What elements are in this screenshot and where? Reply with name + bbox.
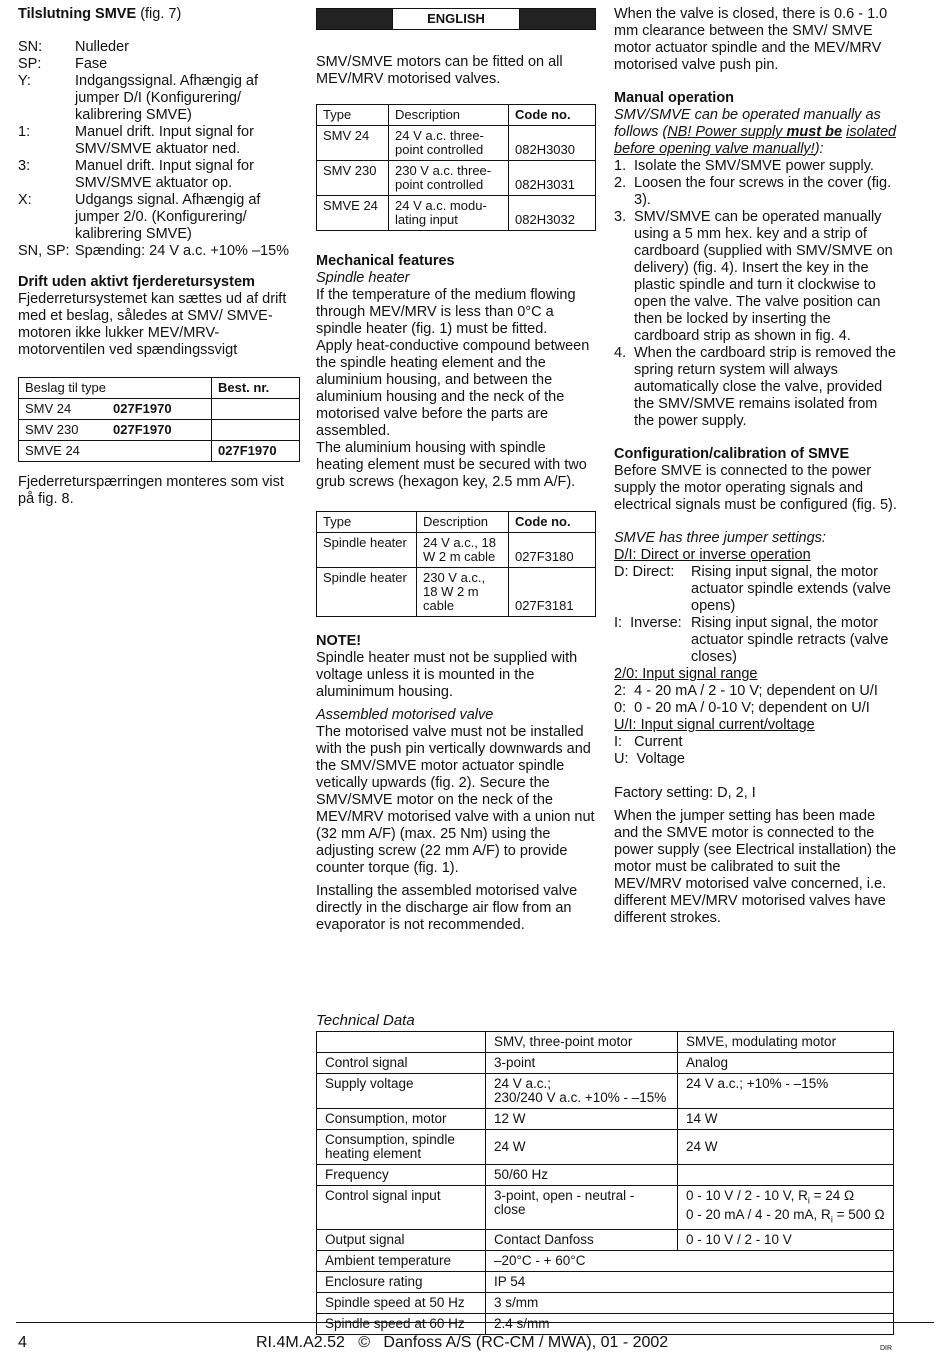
- table-row: [317, 1293, 894, 1314]
- definition-term: Y:: [18, 73, 31, 89]
- step-text: When the cardboard strip is removed the spring return system will always automatically close the valve, provided the SMV/SMVE remains isolated from the power supply.: [634, 345, 896, 429]
- drift-heading: Drift uden aktivt fjerderetursystem: [18, 274, 255, 290]
- table-row: [317, 126, 596, 161]
- spindle-text-3: The aluminium housing with spindle heating element must be secured with two grub screws (hexagon key, 2.5 mm A/F).: [316, 440, 587, 490]
- heater-table: [316, 511, 596, 617]
- tech-header-blank: [317, 1032, 486, 1053]
- tech-label: Spindle speed at 50 Hz: [317, 1293, 486, 1314]
- ui-heading: U/I: Input signal current/voltage: [614, 717, 815, 733]
- tech-value: –20°C - + 60°C: [486, 1251, 894, 1272]
- di-term: D: Direct:: [614, 564, 675, 580]
- bracket-code: [212, 399, 300, 420]
- spindle-text-1: If the temperature of the medium flowing through MEV/MRV is less than 0°C a spindle heater (fig. 1) must be fitted.: [316, 287, 576, 337]
- definition-desc: Manuel drift. Input signal for SMV/SMVE aktuator ned.: [75, 124, 254, 157]
- tech-smve: [678, 1186, 894, 1230]
- heater-type: Spindle heater: [317, 533, 417, 568]
- bracket-type: SMVE 24: [19, 441, 108, 462]
- definition-term: SP:: [18, 56, 42, 72]
- table-row: [19, 420, 300, 441]
- step-item: [614, 158, 898, 175]
- motor-code: 082H3030: [509, 126, 596, 161]
- ui-1: I: Current: [614, 734, 683, 750]
- table-row: [317, 1251, 894, 1272]
- connection-heading: Tilslutning SMVE (fig. 7): [18, 6, 182, 22]
- bracket-table: [18, 377, 300, 462]
- definition-term: SN:: [18, 39, 43, 55]
- tech-label: Consumption, motor: [317, 1109, 486, 1130]
- definition-item: [18, 56, 300, 73]
- bracket-type-header: Beslag til type: [19, 378, 212, 399]
- after-table-text: Fjederreturspærringen monteres som vist på fig. 8.: [18, 474, 284, 507]
- tech-smve: 0 - 10 V / 2 - 10 V: [678, 1230, 894, 1251]
- table-row: [19, 399, 300, 420]
- technical-data: [316, 1012, 894, 1335]
- motor-code: 082H3031: [509, 161, 596, 196]
- tech-smve-line: 0 - 10 V / 2 - 10 V, $R_i = 24$ Ω: [686, 1188, 855, 1206]
- heater-desc: 24 V a.c., 18 W 2 m cable: [417, 533, 509, 568]
- tech-value: 2.4 s/mm: [486, 1314, 894, 1335]
- motor-desc: 24 V a.c. modu-lating input: [389, 196, 509, 231]
- tech-smve: 24 V a.c.; +10% - –15%: [678, 1074, 894, 1109]
- definition-item: [18, 124, 300, 158]
- table-row: [317, 1074, 894, 1109]
- tech-header-smv: SMV, three-point motor: [486, 1032, 678, 1053]
- tech-smv: 12 W: [486, 1109, 678, 1130]
- bracket-code-mid: 027F1970: [107, 399, 212, 420]
- motor-table: [316, 104, 596, 231]
- note-heading: NOTE!: [316, 633, 362, 649]
- tech-header-smve: SMVE, modulating motor: [678, 1032, 894, 1053]
- assembled-heading: Assembled motorised valve: [316, 707, 494, 723]
- step-item: [614, 175, 898, 209]
- note-text: Spindle heater must not be supplied with voltage unless it is mounted in the aluminimum housing.: [316, 650, 578, 700]
- table-row: [317, 1165, 894, 1186]
- tech-label: Spindle speed at 60 Hz: [317, 1314, 486, 1335]
- step-number: 4.: [614, 345, 627, 361]
- definition-item: [18, 73, 300, 124]
- tech-label: Consumption, spindle heating element: [317, 1130, 486, 1165]
- motor-desc-header: Description: [389, 105, 509, 126]
- factory-setting: Factory setting: D, 2, I: [614, 785, 756, 801]
- tech-label: Control signal: [317, 1053, 486, 1074]
- definition-desc: Udgangs signal. Afhængig af jumper 2/0. (Konfigurering/ kalibrering SMVE): [75, 192, 261, 242]
- di-item: [614, 615, 898, 666]
- english-column: [316, 8, 596, 934]
- table-row: [317, 1109, 894, 1130]
- language-bar: [316, 8, 596, 30]
- heater-desc: 230 V a.c., 18 W 2 m cable: [417, 568, 509, 617]
- step-number: 1.: [614, 158, 627, 174]
- bracket-code-mid: 027F1970: [107, 420, 212, 441]
- definition-term: 1:: [18, 124, 31, 140]
- language-label: ENGLISH: [392, 9, 520, 29]
- table-row: [317, 533, 596, 568]
- ui-2: U: Voltage: [614, 751, 685, 767]
- tech-smv: 24 W: [486, 1130, 678, 1165]
- heater-type-header: Type: [317, 512, 417, 533]
- heater-type: Spindle heater: [317, 568, 417, 617]
- definition-term: SN, SP:: [18, 243, 70, 259]
- tech-label: Enclosure rating: [317, 1272, 486, 1293]
- motor-desc: 24 V a.c. three-point controlled: [389, 126, 509, 161]
- table-row: [317, 1053, 894, 1074]
- range-2: 0: 0 - 20 mA / 0-10 V; dependent on U/I: [614, 700, 870, 716]
- heater-code-header: Code no.: [509, 512, 596, 533]
- di-item: [614, 564, 898, 615]
- tech-smv: 3-point: [486, 1053, 678, 1074]
- table-row: [19, 441, 300, 462]
- definition-desc: Manuel drift. Input signal for SMV/SMVE aktuator op.: [75, 158, 254, 191]
- definition-item: [18, 158, 300, 192]
- tech-table: [316, 1031, 894, 1335]
- config-text: Before SMVE is connected to the power supply the motor operating signals and electrical signals must be configured (fig. 5).: [614, 463, 897, 513]
- bracket-code: [212, 420, 300, 441]
- di-list: [614, 564, 898, 666]
- step-text: Loosen the four screws in the cover (fig. 3).: [634, 175, 892, 208]
- manual-steps: [614, 158, 898, 430]
- definition-term: 3:: [18, 158, 31, 174]
- motor-code: 082H3032: [509, 196, 596, 231]
- range-heading: 2/0: Input signal range: [614, 666, 758, 682]
- tech-smv: Contact Danfoss: [486, 1230, 678, 1251]
- tech-smve: 14 W: [678, 1109, 894, 1130]
- bracket-code-header: Best. nr.: [212, 378, 300, 399]
- definition-desc: Spænding: 24 V a.c. +10% –15%: [75, 243, 290, 259]
- step-item: [614, 345, 898, 430]
- bracket-type: SMV 24: [19, 399, 108, 420]
- definition-desc: Fase: [75, 56, 108, 72]
- table-row: [317, 1230, 894, 1251]
- assembled-text: The motorised valve must not be installed with the push pin vertically downwards and the SMV/SMVE motor actuator spindle vetically upwards (fig. 2). Secure the SMV/SMVE motor on the neck of the MEV/MRV motorised valve with a union nut (32 mm A/F) (max. 25 Nm) using the adjusting screw (22 mm A/F) to provide counter torque (fig. 1).: [316, 724, 595, 876]
- config-heading: Configuration/calibration of SMVE: [614, 446, 850, 462]
- definition-item: [18, 243, 300, 260]
- definition-desc: Indgangssignal. Afhængig af jumper D/I (Konfigurering/ kalibrering SMVE): [75, 73, 258, 123]
- final-text: When the jumper setting has been made and the SMVE motor is connected to the power supply (see Electrical installation) the motor must be calibrated to suit the MEV/MRV motorised valve concerned, i.e. different MEV/MRV motorised valves have different strokes.: [614, 808, 897, 926]
- tech-label: Supply voltage: [317, 1074, 486, 1109]
- definition-item: [18, 192, 300, 243]
- tech-smv: 24 V a.c.; 230/240 V a.c. +10% - –15%: [486, 1074, 678, 1109]
- motor-type-header: Type: [317, 105, 389, 126]
- di-heading: D/I: Direct or inverse operation: [614, 547, 811, 563]
- closed-text: When the valve is closed, there is 0.6 - 1.0 mm clearance between the SMV/ SMVE motor actuator spindle and the MEV/MRV motorised valve push pin.: [614, 6, 888, 73]
- table-row: [317, 568, 596, 617]
- spindle-text-2: Apply heat-conductive compound between the spindle heating element and the aluminium housing, and between the aluminium housing and the neck of the motorised valve before the parts are assembled.: [316, 338, 590, 439]
- heater-code: 027F3181: [509, 568, 596, 617]
- definition-item: [18, 39, 300, 56]
- tech-label: Control signal input: [317, 1186, 486, 1230]
- bracket-type: SMV 230: [19, 420, 108, 441]
- definition-term: X:: [18, 192, 32, 208]
- tech-smve: Analog: [678, 1053, 894, 1074]
- tech-smv: 50/60 Hz: [486, 1165, 678, 1186]
- tech-value: IP 54: [486, 1272, 894, 1293]
- installing-text: Installing the assembled motorised valve directly in the discharge air flow from an evaporator is not recommended.: [316, 883, 578, 933]
- mech-heading: Mechanical features: [316, 253, 455, 269]
- step-text: Isolate the SMV/SMVE power supply.: [634, 158, 874, 174]
- intro-text: SMV/SMVE motors can be fitted on all MEV/MRV motorised valves.: [316, 54, 563, 87]
- table-row: [317, 1186, 894, 1230]
- di-desc: Rising input signal, the motor actuator spindle retracts (valve closes): [691, 615, 889, 665]
- di-term: I: Inverse:: [614, 615, 682, 631]
- table-row: [317, 1130, 894, 1165]
- tech-title: Technical Data: [316, 1012, 415, 1029]
- table-row: [317, 161, 596, 196]
- manual-intro: SMV/SMVE can be operated manually as follows (NB! Power supply must be isolated before opening valve manually!):: [614, 107, 897, 157]
- range-1: 2: 4 - 20 mA / 2 - 10 V; dependent on U/I: [614, 683, 878, 699]
- table-row: [317, 1314, 894, 1335]
- footer-reference: RI.4M.A2.52 © Danfoss A/S (RC-CM / MWA), 01 - 2002: [256, 1334, 669, 1351]
- di-desc: Rising input signal, the motor actuator spindle extends (valve opens): [691, 564, 891, 614]
- english-column-right: [614, 6, 898, 927]
- tech-label: Ambient temperature: [317, 1251, 486, 1272]
- danish-column: [18, 6, 300, 508]
- footer-rule: [16, 1322, 934, 1323]
- tech-label: Frequency: [317, 1165, 486, 1186]
- tech-smv: 3-point, open - neutral - close: [486, 1186, 678, 1230]
- tech-smve: [678, 1165, 894, 1186]
- tech-label: Output signal: [317, 1230, 486, 1251]
- tech-smve: 24 W: [678, 1130, 894, 1165]
- step-number: 3.: [614, 209, 627, 225]
- definition-desc: Nulleder: [75, 39, 129, 55]
- motor-desc: 230 V a.c. three-point controlled: [389, 161, 509, 196]
- step-item: [614, 209, 898, 345]
- tech-smve-line: 0 - 20 mA / 4 - 20 mA, $R_i = 500$ Ω: [686, 1206, 885, 1225]
- heater-desc-header: Description: [417, 512, 509, 533]
- table-row: [317, 1272, 894, 1293]
- motor-type: SMVE 24: [317, 196, 389, 231]
- table-row: [317, 196, 596, 231]
- manual-heading: Manual operation: [614, 90, 735, 106]
- heater-code: 027F3180: [509, 533, 596, 568]
- motor-code-header: Code no.: [509, 105, 596, 126]
- page-number: 4: [18, 1334, 27, 1351]
- jumper-heading: SMVE has three jumper settings:: [614, 530, 826, 546]
- terminal-definitions: [18, 39, 300, 260]
- drift-text: Fjederretursystemet kan sættes ud af drift med et beslag, således at SMV/ SMVE-motoren ikke lukker MEV/MRV-motorventilen ved spændingssvigt: [18, 291, 287, 358]
- spindle-heading: Spindle heater: [316, 270, 410, 286]
- bracket-code-mid: [107, 441, 212, 462]
- motor-type: SMV 24: [317, 126, 389, 161]
- step-number: 2.: [614, 175, 627, 191]
- step-text: SMV/SMVE can be operated manually using a 5 mm hex. key and a strip of cardboard (supplied with SMV/SMVE on delivery) (fig. 4). Insert the key in the plastic spindle and turn it clockwise to open the valve. The valve position can then be locked by inserting the cardboard strip as shown in fig. 4.: [634, 209, 893, 344]
- tech-value: 3 s/mm: [486, 1293, 894, 1314]
- motor-type: SMV 230: [317, 161, 389, 196]
- footer-code: DIR: [879, 1345, 892, 1352]
- bracket-code: 027F1970: [212, 441, 300, 462]
